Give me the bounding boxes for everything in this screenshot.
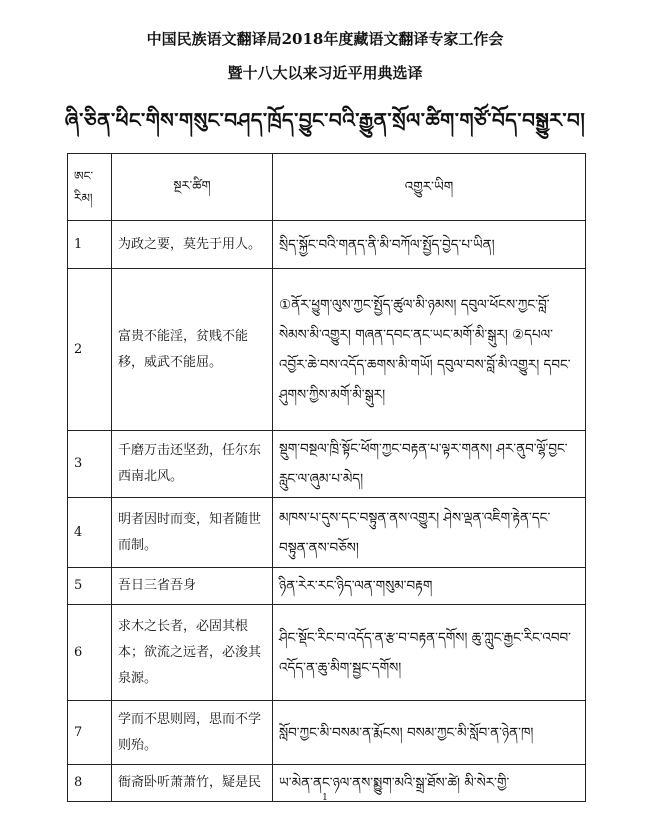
translation-table xyxy=(67,153,586,802)
table-row xyxy=(68,269,586,431)
table-row xyxy=(68,498,586,568)
row-source: 为政之要，莫先于用人。 xyxy=(112,221,273,269)
row-translation: སློབ་ཀྱང་མི་བསམ་ན་རྨོངས། བསམ་ཀྱང་མི་སློབ་ན་ཉེན་ཁ། xyxy=(273,701,586,765)
row-source: 千磨万击还坚劲，任尔东西南北风。 xyxy=(112,431,273,498)
row-number: 8 xyxy=(68,765,112,802)
row-translation: ཡ་མེན་ནང་ཉལ་ནས་སྨྱུག་མའི་སྒྲ་ཐོས་ཚེ། མི་སེར་གྱི་ xyxy=(273,765,586,802)
header-number: ཨང་རིམ། xyxy=(68,154,112,221)
table-row xyxy=(68,605,586,701)
row-number: 2 xyxy=(68,269,112,431)
row-source: 富贵不能淫，贫贱不能移，威武不能屈。 xyxy=(112,269,273,431)
page-number: 1 xyxy=(322,793,328,803)
row-number: 4 xyxy=(68,498,112,568)
row-translation: ①ནོར་ཕྱུག་ལུས་ཀྱང་སྤྱོད་ཚུལ་མི་ཉམས། དབུལ་ཕོངས་ཀྱང་བློ་སེམས་མི་འགྱུར། གཞན་དབང་ནང་ཡང་མགོ་མི་སྒུར། ②དཔལ་འབྱོར་ཆེ་བས་འདོད་ཆགས་མི་གཡོ། དབུལ་བས་བློ་མི་འགྱུར། དབང་ཤུགས་ཀྱིས་མགོ་མི་སྒུར། xyxy=(273,269,586,431)
row-number: 6 xyxy=(68,605,112,701)
row-source: 明者因时而变，知者随世而制。 xyxy=(112,498,273,568)
row-source: 衙斋卧听萧萧竹，疑是民 xyxy=(112,765,273,802)
row-translation: མཁས་པ་དུས་དང་བསྟུན་ནས་འགྱུར། ཤེས་ལྡན་འཇིག་རྟེན་དང་བསྟུན་ནས་བཅོས། xyxy=(273,498,586,568)
row-translation: ཉིན་རེར་རང་ཉིད་ལན་གསུམ་བརྟག xyxy=(273,568,586,605)
header-translation: འགྱུར་ཡིག xyxy=(273,154,586,221)
row-translation: ཤིང་སྡོང་རིང་བ་འདོད་ན་རྩ་བ་བརྟན་དགོས། ཆུ་ཀླུང་རྒྱང་རིང་འབབ་འདོད་ན་ཆུ་མིག་སྦྱང་དགོས། xyxy=(273,605,586,701)
table-row xyxy=(68,701,586,765)
table-header-row xyxy=(68,154,586,221)
row-number: 1 xyxy=(68,221,112,269)
row-number: 3 xyxy=(68,431,112,498)
row-source: 吾日三省吾身 xyxy=(112,568,273,605)
row-number: 5 xyxy=(68,568,112,605)
table-row xyxy=(68,431,586,498)
row-translation: སྲིད་སྐྱོང་བའི་གནད་ནི་མི་བཀོལ་སྤྱོད་བྱེད་པ་ཡིན། xyxy=(273,221,586,269)
title-chinese-line-1: 中国民族语文翻译局2018年度藏语文翻译专家工作会 xyxy=(146,30,504,48)
table-row xyxy=(68,221,586,269)
title-chinese-line-2: 暨十八大以来习近平用典选译 xyxy=(227,64,423,82)
title-tibetan: ཞི་ཅིན་ཕིང་གིས་གསུང་བཤད་ཁྲོད་བྱུང་བའི་རྒྱུན་སྲོལ་ཚིག་གཙོ་བོད་བསྒྱུར་བ། xyxy=(64,108,586,132)
table-row xyxy=(68,568,586,605)
row-source: 求木之长者，必固其根本；欲流之远者，必浚其泉源。 xyxy=(112,605,273,701)
row-translation: སྡུག་བསྔལ་ཁྲི་སྟོང་ཕོག་ཀྱང་བརྟན་པ་ལྟར་གནས། ཤར་ནུབ་ལྷོ་བྱང་རླུང་ལ་ཞུམ་པ་མེད། xyxy=(273,431,586,498)
row-source: 学而不思则罔，思而不学则殆。 xyxy=(112,701,273,765)
row-number: 7 xyxy=(68,701,112,765)
header-source: སྔར་ཚིག xyxy=(112,154,273,221)
